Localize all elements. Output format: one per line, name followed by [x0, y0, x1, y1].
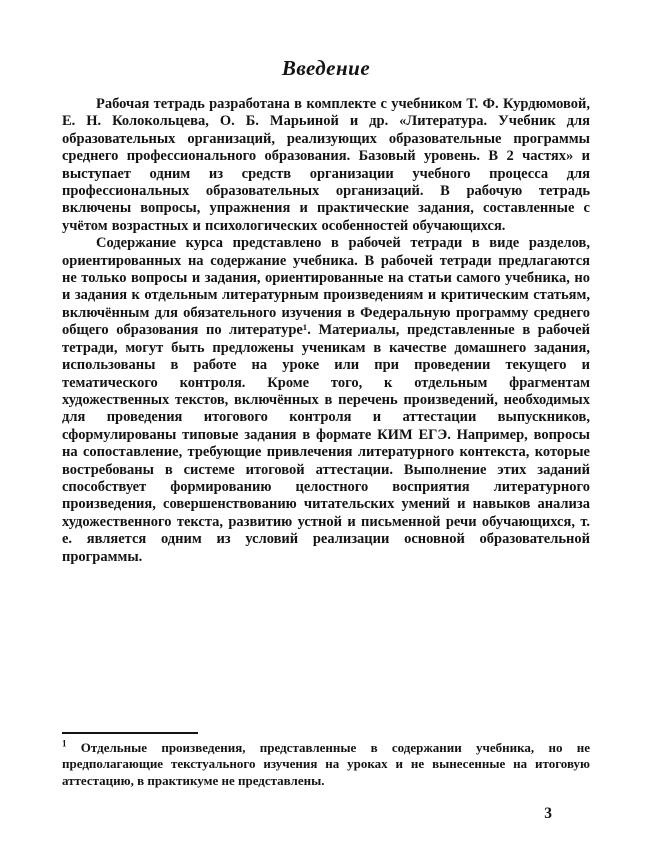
footnote — [62, 732, 590, 790]
page-number: 3 — [544, 805, 552, 822]
body-text — [62, 96, 590, 566]
footnote-marker: 1 — [62, 738, 67, 749]
footnote-divider — [62, 732, 198, 734]
paragraph: Содержание курса представлено в рабочей тетради в виде разделов, ориентированных на содержание учебника. В рабочей тетради предлагаются не только вопросы и задания, ориентированные на статьи самого учебника, но и задания к отдельным литературным произведениям и критическим статьям, включённым для обязательного изучения в Федеральную программу среднего общего образования по литературе¹. Материалы, представленные в рабочей тетради, могут быть предложены ученикам в качестве домашнего задания, использованы в работе на уроке или при проведении текущего и тематического контроля. Кроме того, к отдельным фрагментам художественных текстов, включённых в перечень произведений, необходимых для проведения итогового контроля и аттестации выпускников, сформулированы типовые задания в формате КИМ ЕГЭ. Например, вопросы на сопоставление, требующие привлечения литературного контекста, которые востребованы в системе итоговой аттестации. Выполнение этих заданий способствует формированию целостного восприятия литературного произведения, совершенствованию читательских умений и навыков анализа художественного текста, развитию устной и письменной речи обучающихся, т. е. является одним из условий реализации основной образовательной программы. — [62, 235, 590, 565]
footnote-body: Отдельные произведения, представленные в содержании учебника, но не предполагающие текстуального изучения на уроках и не вынесенные на итоговую аттестацию, в практикуме не представлены. — [62, 739, 590, 788]
page-title: Введение — [281, 56, 371, 80]
footnote-text — [62, 740, 590, 790]
paragraph: Рабочая тетрадь разработана в комплекте с учебником Т. Ф. Курдюмовой, Е. Н. Колокольцева, О. Б. Марьиной и др. «Литература. Учебник для образовательных организаций, реализующих образовательные программы среднего профессионального образования. Базовый уровень. В 2 частях» и выступает одним из средств организации учебного процесса для профессиональных образовательных организаций. В рабочую тетрадь включены вопросы, упражнения и практические задания, составленные с учётом возрастных и психологических особенностей обучающихся. — [62, 96, 590, 234]
